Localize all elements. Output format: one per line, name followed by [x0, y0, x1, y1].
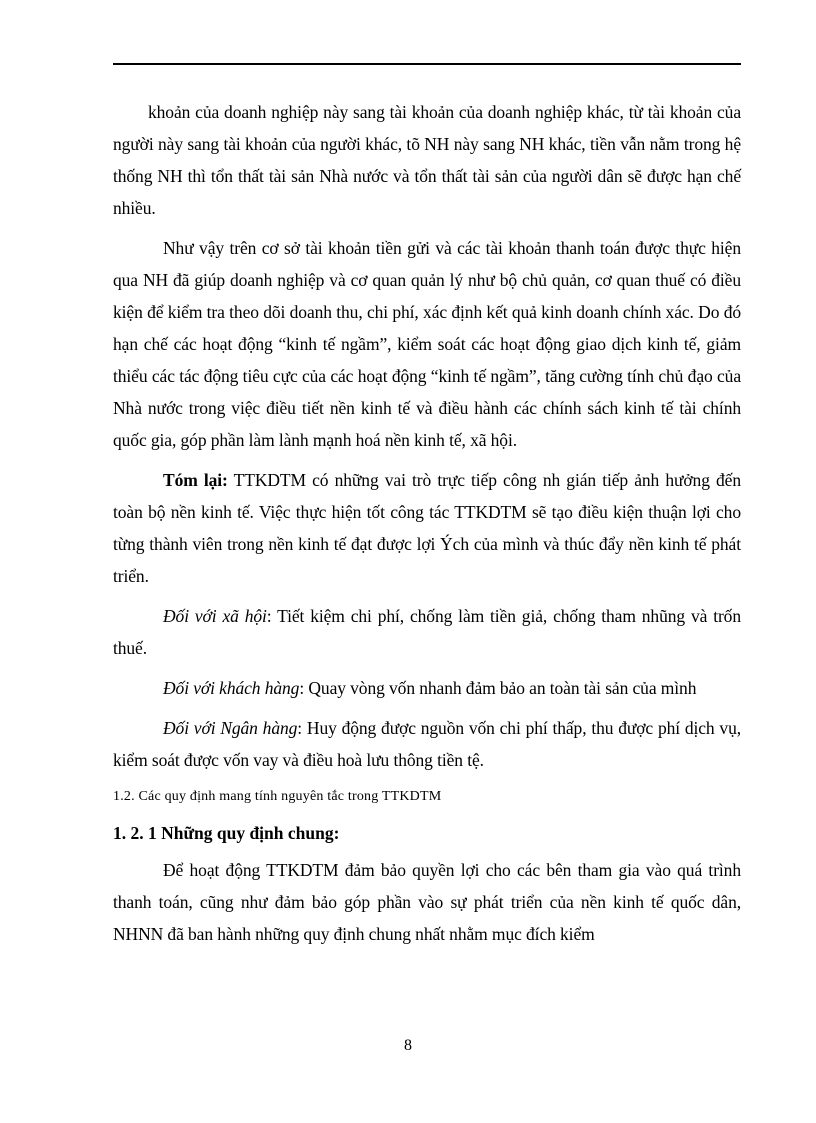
page-body: [113, 96, 741, 958]
section-heading-1-2: 1.2. Các quy định mang tính nguyên tắc trong TTKDTM: [113, 789, 442, 804]
paragraph-summary: [113, 464, 741, 592]
customers-lead: Đối với khách hàng: [163, 678, 300, 698]
header-rule: [113, 63, 741, 65]
paragraph-society: [113, 600, 741, 664]
paragraph-text: : Tiết kiệm chi phí, chống làm tiền giả, chống tham nhũng và trốn thuế.: [113, 606, 741, 658]
paragraph-text: khoản của doanh nghiệp này sang tài khoản của doanh nghiệp khác, từ tài khoản của người này sang tài khoản của người khác, tõ NH này sang NH khác, tiền vẫn nằm trong hệ thống NH thì tổn thất tài sản Nhà nước và tổn thất tài sản của người dân sẽ được hạn chế nhiều.: [113, 102, 741, 218]
paragraph-text: TTKDTM có những vai trò trực tiếp công nh gián tiếp ảnh hưởng đến toàn bộ nền kinh tế. Việc thực hiện tốt công tác TTKDTM sẽ tạo điều kiện thuận lợi cho từng thành viên trong nền kinh tế đạt được lợi Ých của mình và thúc đẩy nền kinh tế phát triển.: [113, 470, 741, 586]
paragraph-control-underground-economy: [113, 232, 741, 456]
paragraph-customers: [113, 672, 741, 704]
banks-lead: Đối với Ngân hàng: [163, 718, 298, 738]
section-heading-1-2-1: 1. 2. 1 Những quy định chung:: [113, 823, 340, 843]
summary-lead: Tóm lại:: [163, 470, 228, 490]
paragraph-text: : Quay vòng vốn nhanh đảm bảo an toàn tài sản của mình: [299, 678, 697, 698]
paragraph-transfer-loss: [113, 96, 741, 224]
paragraph-text: Như vậy trên cơ sở tài khoản tiền gửi và các tài khoản thanh toán được thực hiện qua NH đã giúp doanh nghiệp và cơ quan quản lý như bộ chủ quản, cơ quan thuế có điều kiện để kiểm tra theo dõi doanh thu, chi phí, xác định kết quả kinh doanh chính xác. Do đó hạn chế các hoạt động “kinh tế ngầm”, kiểm soát các hoạt động giao dịch kinh tế, giảm thiểu các tác động tiêu cực của các hoạt động “kinh tế ngầm”, tăng cường tính chủ đạo của Nhà nước trong việc điều tiết nền kinh tế và điều hành các chính sách kinh tế tài chính quốc gia, góp phần làm lành mạnh hoá nền kinh tế, xã hội.: [113, 238, 741, 450]
society-lead: Đối với xã hội: [163, 606, 267, 626]
paragraph-banks: [113, 712, 741, 776]
page-number: 8: [404, 1037, 412, 1054]
paragraph-text: : Huy động được nguồn vốn chi phí thấp, thu được phí dịch vụ, kiểm soát được vốn vay và điều hoà lưu thông tiền tệ.: [113, 718, 741, 770]
paragraph-text: Để hoạt động TTKDTM đảm bảo quyền lợi cho các bên tham gia vào quá trình thanh toán, cũng như đảm bảo góp phần vào sự phát triển của nền kinh tế quốc dân, NHNN đã ban hành những quy định chung nhất nhằm mục đích kiểm: [113, 860, 741, 944]
paragraph-general-regulations: [113, 854, 741, 950]
